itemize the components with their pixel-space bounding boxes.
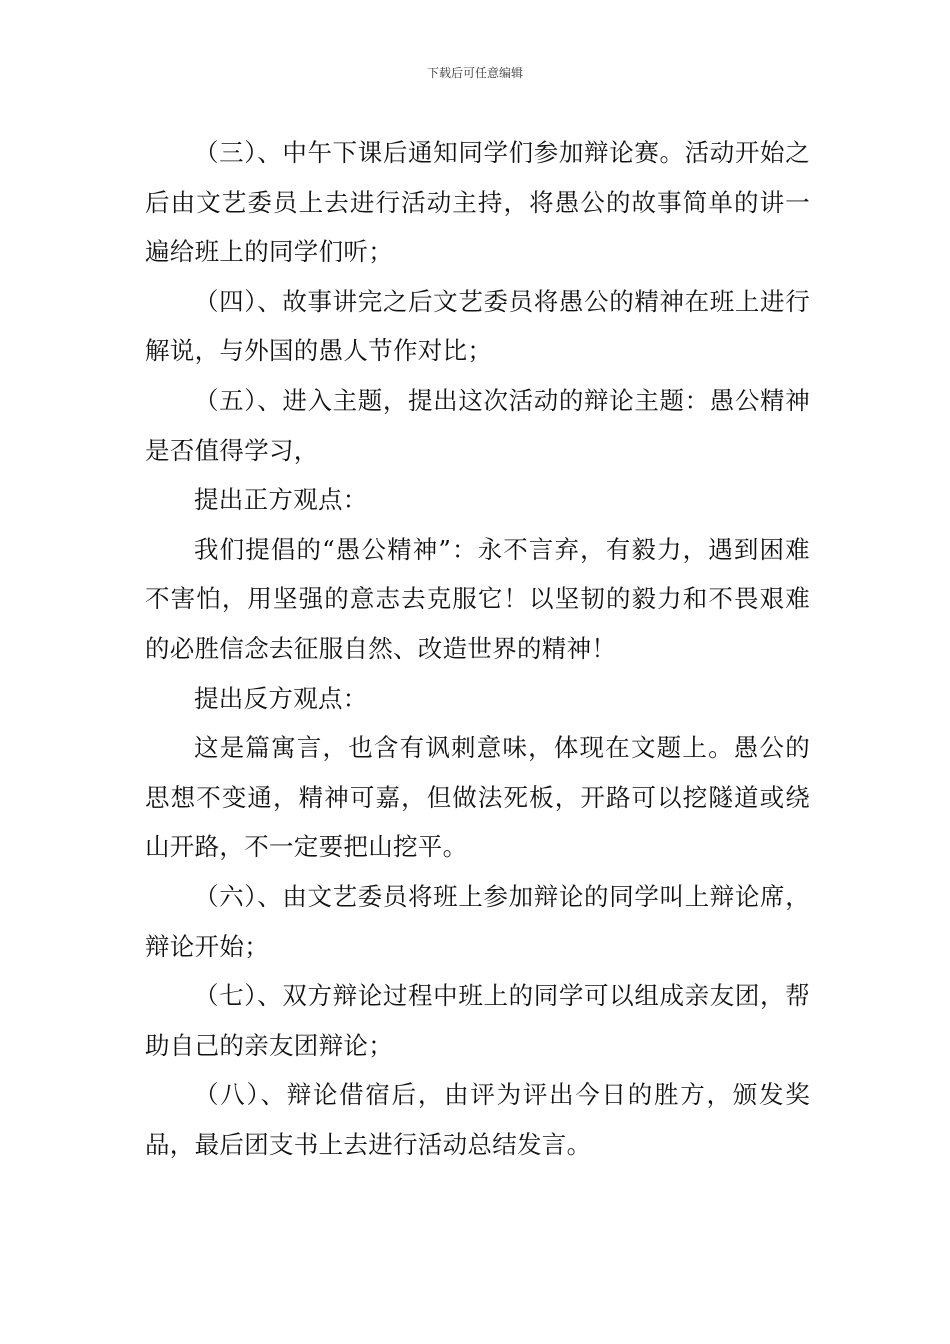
negative-view: 这是篇寓言，也含有讽刺意味，体现在文题上。愚公的思想不变通，精神可嘉，但做法死板，开路可以挖隧道或绕山开路，不一定要把山挖平。 (145, 733, 810, 862)
paragraph-8: （八）、辩论借宿后，由评为评出今日的胜方，颁发奖品，最后团支书上去进行活动总结发言。 (145, 1080, 810, 1159)
paragraph-6: （六）、由文艺委员将班上参加辩论的同学叫上辩论席，辩论开始； (145, 881, 810, 961)
affirmative-heading: 提出正方观点： (194, 485, 368, 515)
paragraph-4: （四）、故事讲完之后文艺委员将愚公的精神在班上进行解说，与外国的愚人节作对比； (145, 286, 810, 366)
negative-heading: 提出反方观点： (194, 683, 368, 713)
document-body (145, 128, 810, 1169)
paragraph-7: （七）、双方辩论过程中班上的同学可以组成亲友团，帮助自己的亲友团辩论； (145, 981, 810, 1060)
affirmative-view: 我们提倡的“愚公精神”：永不言弃，有毅力，遇到困难不害怕，用坚强的意志去克服它！以坚韧的毅力和不畏艰难的必胜信念去征服自然、改造世界的精神！ (145, 534, 810, 663)
paragraph-5: （五）、进入主题，提出这次活动的辩论主题：愚公精神是否值得学习， (145, 385, 810, 465)
paragraph-3: （三）、中午下课后通知同学们参加辩论赛。活动开始之后由文艺委员上去进行活动主持，将愚公的故事简单的讲一遍给班上的同学们听； (145, 138, 810, 267)
page-header: 下载后可任意编辑 (426, 66, 523, 80)
